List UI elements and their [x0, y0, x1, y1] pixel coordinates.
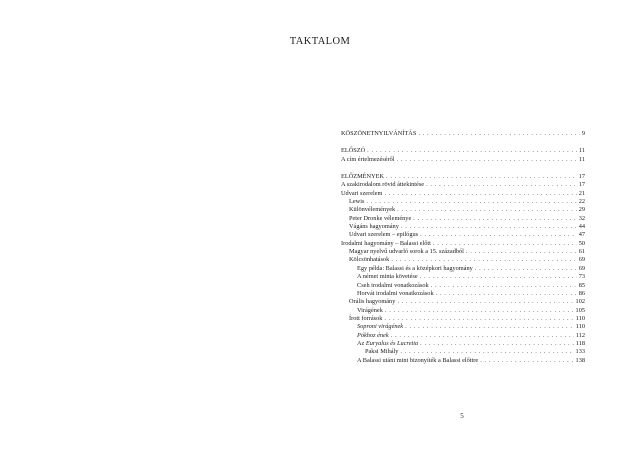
toc-entry-page: 21: [578, 189, 585, 197]
toc-entry-page: 118: [575, 339, 585, 347]
toc-entry: [341, 256, 585, 264]
toc-entry-page: 11: [578, 147, 585, 155]
toc-entry-page: 61: [578, 248, 585, 256]
table-of-contents: [341, 130, 585, 365]
toc-entry-page: 86: [578, 289, 585, 297]
toc-entry-title: ELŐZMÉNYEK: [341, 173, 385, 181]
toc-leader-dots: [401, 223, 577, 231]
toc-leader-dots: [367, 147, 577, 155]
toc-leader-dots: [420, 273, 577, 281]
toc-entry: [341, 130, 585, 138]
toc-entry: [341, 348, 585, 356]
toc-entry-title: Orális hagyomány: [349, 298, 396, 306]
toc-entry: [341, 265, 585, 273]
toc-entry: [341, 315, 585, 323]
toc-entry-title: Különvélemények: [349, 206, 396, 214]
toc-entry-page: 69: [578, 264, 585, 272]
toc-entry: [341, 223, 585, 231]
toc-entry-title: Egy példa: Balassi és a középkori hagyomány: [357, 264, 473, 272]
toc-entry: [341, 332, 585, 340]
toc-entry-page: 11: [578, 155, 585, 163]
toc-entry-page: 47: [578, 231, 585, 239]
toc-entry-page: 73: [578, 273, 585, 281]
toc-entry-page: 32: [578, 214, 585, 222]
toc-entry-page: 102: [575, 298, 585, 306]
toc-entry-title: A cím értelmezéséről: [341, 155, 395, 163]
toc-entry-title: Udvari szerelem – epilógus: [349, 231, 419, 239]
toc-leader-dots: [384, 190, 576, 198]
toc-entry: [341, 181, 585, 189]
toc-leader-dots: [385, 307, 574, 315]
toc-entry-page: 44: [578, 223, 585, 231]
toc-leader-dots: [384, 315, 573, 323]
toc-entry-page: 133: [575, 348, 585, 356]
toc-leader-dots: [466, 248, 577, 256]
toc-entry-page: 110: [575, 323, 585, 331]
toc-entry: [341, 298, 585, 306]
toc-entry-title: Horvát irodalmi vonatkozások: [357, 289, 434, 297]
toc-entry-page: 50: [578, 239, 585, 247]
toc-entry: [341, 231, 585, 239]
toc-leader-dots: [366, 198, 576, 206]
toc-entry-title: A szakirodalom rövid áttekintése: [341, 181, 425, 189]
toc-entry-title: Cseh irodalmi vonatkozások: [357, 281, 429, 289]
toc-entry-title: Vágáns hagyomány: [349, 223, 399, 231]
toc-entry: [341, 190, 585, 198]
toc-entry-title: Virágének: [357, 306, 383, 314]
toc-entry-title: KÖSZÖNETNYILVÁNÍTÁS: [341, 130, 417, 137]
toc-entry-page: 29: [578, 206, 585, 214]
toc-leader-dots: [436, 290, 577, 298]
toc-entry: [341, 340, 585, 348]
toc-entry: [341, 323, 585, 331]
toc-leader-dots: [397, 206, 577, 214]
toc-leader-dots: [397, 298, 573, 306]
toc-entry: [341, 198, 585, 206]
toc-entry: [341, 282, 585, 290]
toc-leader-dots: [431, 282, 577, 290]
toc-entry-title: Pókhoz ének: [357, 331, 389, 339]
toc-leader-dots: [386, 173, 577, 181]
page-number: 5: [460, 412, 464, 420]
toc-entry-page: 9: [581, 130, 585, 137]
toc-entry-title: Paksi Mihály: [365, 348, 399, 356]
toc-entry: [341, 273, 585, 281]
toc-entry-title: Soproni virágének: [357, 323, 404, 331]
toc-entry: [341, 240, 585, 248]
toc-entry-page: 138: [575, 356, 585, 364]
toc-entry: [341, 307, 585, 315]
toc-entry-title: Udvari szerelem: [341, 189, 383, 197]
toc-entry-title: Peter Dronke véleménye: [349, 214, 412, 222]
toc-entry: [341, 147, 585, 155]
toc-entry-page: 110: [575, 314, 585, 322]
toc-entry: [341, 156, 585, 164]
toc-entry-page: 112: [575, 331, 585, 339]
toc-entry-page: 69: [578, 256, 585, 264]
toc-entry-title: A német minta követése: [357, 273, 418, 281]
toc-entry: [341, 215, 585, 223]
toc-leader-dots: [433, 240, 577, 248]
toc-leader-dots: [420, 231, 577, 239]
toc-entry: [341, 248, 585, 256]
toc-entry-title: ELŐSZÓ: [341, 147, 366, 155]
toc-entry: [341, 357, 585, 365]
toc-entry-title: Írott források: [349, 314, 383, 322]
toc-entry-page: 17: [578, 181, 585, 189]
toc-entry: [341, 290, 585, 298]
toc-entry-page: 85: [578, 281, 585, 289]
toc-entry: [341, 206, 585, 214]
toc-leader-dots: [426, 181, 577, 189]
toc-leader-dots: [397, 156, 577, 164]
toc-spacer: [341, 164, 585, 173]
toc-entry-page: 22: [578, 198, 585, 206]
toc-leader-dots: [475, 265, 577, 273]
toc-entry-title: Lewis: [349, 198, 365, 206]
toc-entry-title: A Balassi utáni mint bizonyíték a Balassi előttre: [357, 356, 479, 364]
toc-leader-dots: [418, 130, 580, 138]
toc-entry-page: 17: [578, 173, 585, 181]
toc-entry-title: Kölcsönhatások: [349, 256, 390, 264]
toc-leader-dots: [413, 215, 576, 223]
toc-spacer: [341, 138, 585, 147]
toc-leader-dots: [391, 256, 576, 264]
toc-leader-dots: [391, 332, 574, 340]
toc-entry: [341, 173, 585, 181]
toc-entry-title: Az Euryalus és Lucretia: [357, 339, 419, 347]
toc-leader-dots: [480, 357, 573, 365]
toc-entry-page: 105: [575, 306, 585, 314]
toc-leader-dots: [405, 323, 574, 331]
toc-entry-title: Irodalmi hagyomány – Balassi előtt: [341, 239, 431, 247]
toc-entry-title: Magyar nyelvű udvarló sorok a 15. századból: [349, 248, 464, 256]
toc-leader-dots: [420, 340, 574, 348]
toc-leader-dots: [400, 348, 573, 356]
page-title: TAKTALOM: [289, 36, 351, 47]
